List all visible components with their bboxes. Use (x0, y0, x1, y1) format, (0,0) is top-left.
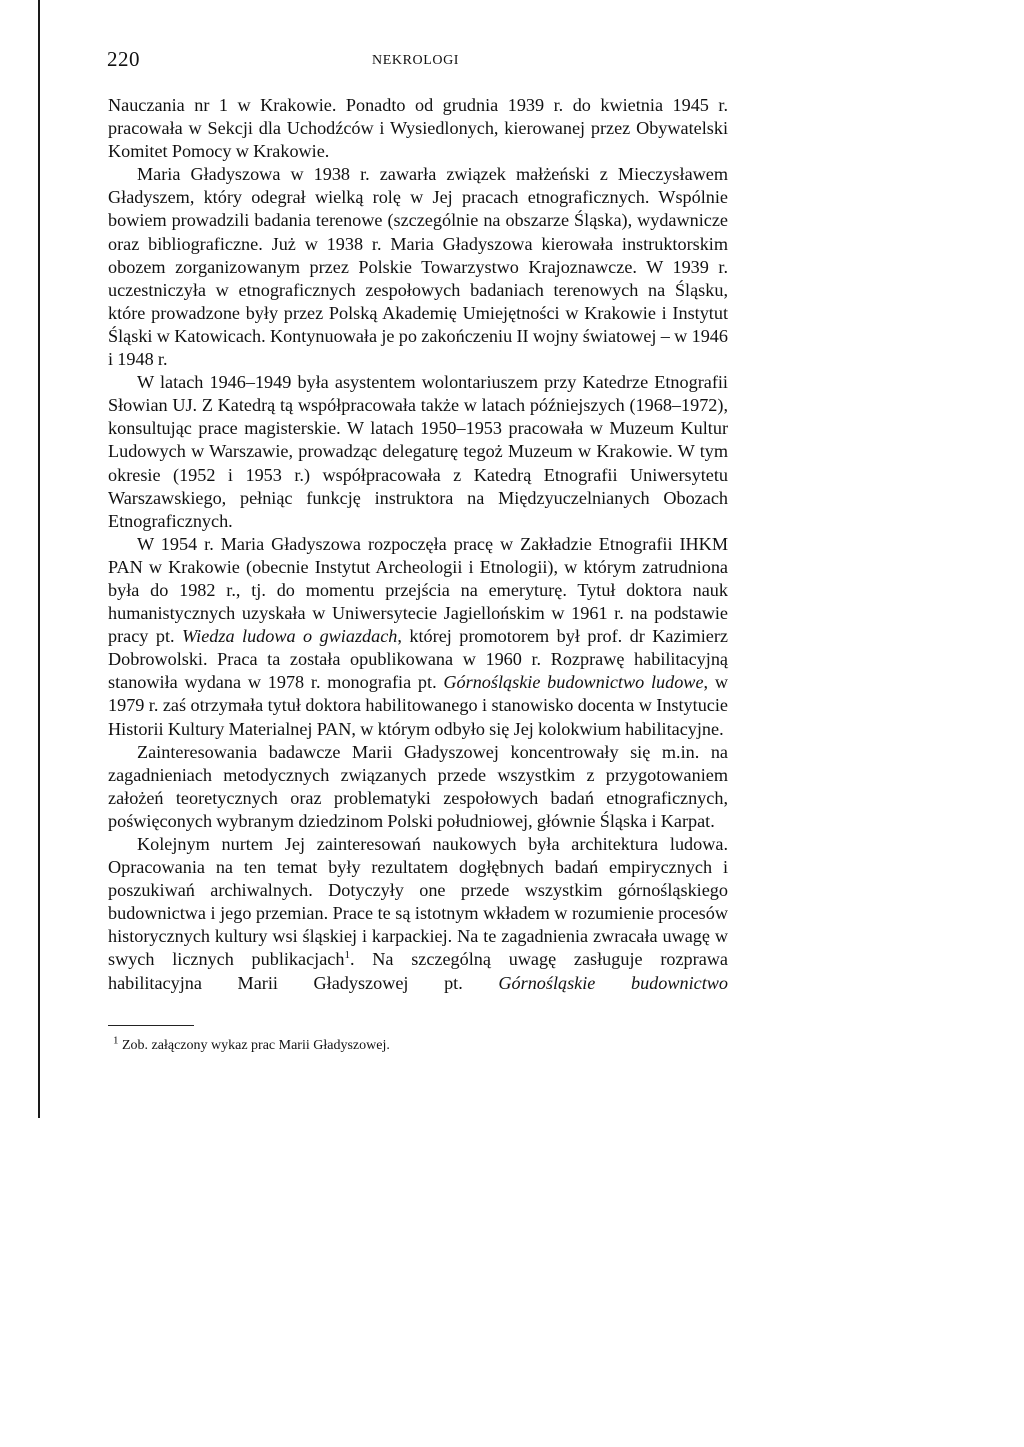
footnote (113, 1034, 390, 1055)
text-run: Nauczania nr 1 w Krakowie. Ponadto od grudnia 1939 r. do kwietnia 1945 r. pracowała w Sekcji dla Uchodźców i Wysiedlonych, kierowanej przez Obywatelski Komitet Pomocy w Krakowie. (108, 95, 728, 162)
paragraph-p3 (108, 371, 728, 533)
running-title: NEKROLOGI (372, 53, 460, 68)
text-run: , której promotorem był prof. dr Kazimierz Dobrowolski. Praca ta została opublikowana w 1960 r. Rozprawę habilitacyjną stanowiła wydana w 1978 r. monografia pt. (108, 626, 728, 693)
paragraph-p1 (108, 94, 728, 163)
page-number: 220 (107, 47, 140, 71)
text-run: Kolejnym nurtem Jej zainteresowań naukowych była architektura ludowa. Opracowania na ten temat były rezultatem dogłębnych badań empirycznych i poszukiwań archiwalnych. Dotyczyły one przede wszystkim górnośląskiego budownictwa i jego przemian. Prace te są istotnym wkładem w rozumienie procesów historycznych kultury wsi śląskiej i karpackiej. Na te zagadnienia zwracała uwagę w swych licznych publikacjach (108, 834, 728, 970)
text-run: Maria Gładyszowa w 1938 r. zawarła związek małżeński z Mieczysławem Gładyszem, który odegrał wielką rolę w Jej pracach etnograficznych. Wspólnie bowiem prowadzili badania terenowe (szczególnie na obszarze Śląska), wydawnicze oraz bibliograficzne. Już w 1938 r. Maria Gładyszowa kierowała instruktorskim obozem zorganizowanym przez Polskie Towarzystwo Krajoznawcze. W 1939 r. uczestniczyła w etnograficznych zespołowych badaniach terenowych na Śląsku, które prowadzone były przez Polską Akademię Umiejętności w Krakowie i Instytut Śląski w Katowicach. Kontynuowała je po zakończeniu II wojny światowej – w 1946 i 1948 r. (108, 164, 728, 370)
page-edge-rule (38, 0, 40, 1118)
text-run: W latach 1946–1949 była asystentem wolontariuszem przy Katedrze Etnografii Słowian UJ. Z Katedrą tą współpracowała także w latach późniejszych (1968–1972), konsultując prace magisterskie. W latach 1950–1953 pracowała w Muzeum Kultur Ludowych w Warszawie, prowadząc delegaturę tegoż Muzeum w Krakowie. W tym okresie (1952 i 1953 r.) współpracowała z Katedrą Etnografii Uniwersytetu Warszawskiego, pełniąc funkcję instruktora na Międzyuczelnianych Obozach Etnograficznych. (108, 372, 728, 531)
text-run: W 1954 r. Maria Gładyszowa rozpoczęła pracę w Zakładzie Etnografii IHKM PAN w Krakowie (obecnie Instytut Archeologii i Etnologii), w którym zatrudniona była do 1982 r., tj. do momentu przejścia na emeryturę. Tytuł doktora nauk humanistycznych uzyskała w Uniwersytecie Jagiellońskim w 1961 r. na podstawie pracy pt. (108, 533, 728, 647)
paragraph-p4 (108, 533, 728, 741)
italic-title: Wiedza ludowa o gwiazdach (182, 626, 398, 647)
paragraph-p2 (108, 163, 728, 371)
footnote-reference: 1 (344, 949, 350, 962)
italic-title: Górnośląskie budownictwo ludowe (443, 672, 704, 693)
italic-title: Górnośląskie budownictwo (498, 972, 728, 993)
text-run: . Na szczególną uwagę zasługuje rozprawa habilitacyjna Marii Gładyszowej pt. (108, 949, 728, 993)
paragraph-p6 (108, 833, 728, 995)
text-run: Zainteresowania badawcze Marii Gładyszowej koncentrowały się m.in. na zagadnieniach metodycznych związanych przede wszystkim z przygotowaniem założeń teoretycznych oraz problematyki zespołowych badań etnograficznych, poświęconych wybranym dziedzinom Polski południowej, głównie Śląska i Karpat. (108, 741, 728, 831)
paragraph-p5 (108, 741, 728, 833)
footnote-marker: 1 (113, 1034, 119, 1047)
text-run: , w 1979 r. zaś otrzymała tytuł doktora habilitowanego i stanowisko docenta w Instytucie Historii Kultury Materialnej PAN, w którym odbyło się Jej kolokwium habilitacyjne. (108, 672, 728, 739)
footnote-separator (108, 1025, 194, 1026)
article-body (108, 94, 728, 995)
footnote-text: Zob. załączony wykaz prac Marii Gładyszowej. (122, 1038, 390, 1053)
